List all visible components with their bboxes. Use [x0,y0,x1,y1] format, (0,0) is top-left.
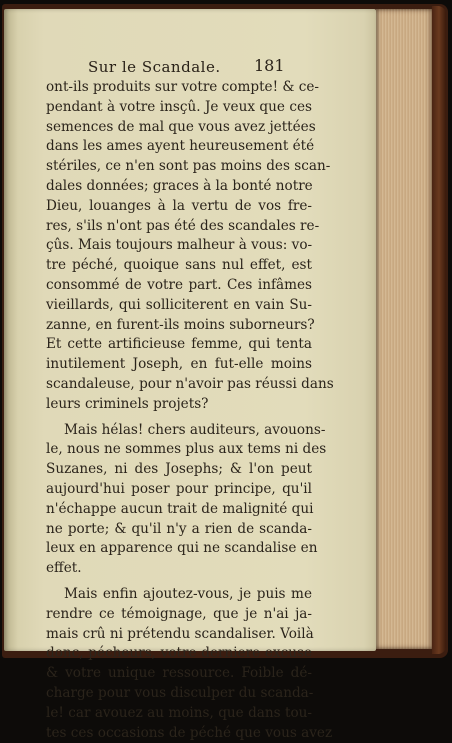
text-line: tre péché, quoique sans nul effet, est [46,256,312,276]
text-line: aujourd'hui poser pour principe, qu'il [46,480,312,500]
text-line: tes ces occasions de péché que vous avez [46,724,312,743]
text-line: res, s'ils n'ont pas été des scandales re- [46,217,312,237]
page-number: 181 [254,56,285,75]
text-line: ne porte; & qu'il n'y a rien de scanda- [46,520,312,540]
text-line: donc, pécheurs, votre derniere excuse [46,644,312,664]
text-line: stériles, ce n'en sont pas moins des scan- [46,157,312,177]
text-line: Et cette artificieuse femme, qui tenta [46,335,312,355]
text-line: consommé de votre part. Ces infâmes [46,276,312,296]
text-line: Dieu, louanges à la vertu de vos fre- [46,197,312,217]
text-line: le, nous ne sommes plus aux tems ni des [46,440,312,460]
text-line: n'échappe aucun trait de malignité qui [46,500,312,520]
text-line: Mais hélas! chers auditeurs, avouons- [46,421,312,441]
body-text [46,78,312,743]
text-line: pendant à votre insçû. Je veux que ces [46,98,312,118]
book-cover-edge [432,6,446,654]
text-line: scandaleuse, pour n'avoir pas réussi dans [46,375,312,395]
text-line: leurs criminels projets? [46,395,312,415]
text-line: le! car avouez au moins, que dans tou- [46,704,312,724]
text-line: zanne, en furent-ils moins suborneurs? [46,316,312,336]
paragraph [46,78,312,415]
page-edges [376,9,434,649]
text-line: & votre unique ressource. Foible dé- [46,664,312,684]
text-line: ont-ils produits sur votre compte! & ce- [46,78,312,98]
paragraph [46,421,312,579]
text-line: semences de mal que vous avez jettées [46,118,312,138]
text-line: charge pour vous disculper du scanda- [46,684,312,704]
text-line: Mais enfin ajoutez-vous, je puis me [46,585,312,605]
text-line: Suzanes, ni des Josephs; & l'on peut [46,460,312,480]
text-line: çûs. Mais toujours malheur à vous: vo- [46,236,312,256]
text-line: dales données; graces à la bonté notre [46,177,312,197]
text-line: vieillards, qui solliciterent en vain Su- [46,296,312,316]
text-line: effet. [46,559,312,579]
text-line: mais crû ni prétendu scandaliser. Voilà [46,625,312,645]
running-head: Sur le Scandale. [88,58,286,78]
text-line: inutilement Joseph, en fut-elle moins [46,355,312,375]
text-line: dans les ames ayent heureusement été [46,137,312,157]
text-line: rendre ce témoignage, que je n'ai ja- [46,605,312,625]
text-line: leux en apparence qui ne scandalise en [46,539,312,559]
